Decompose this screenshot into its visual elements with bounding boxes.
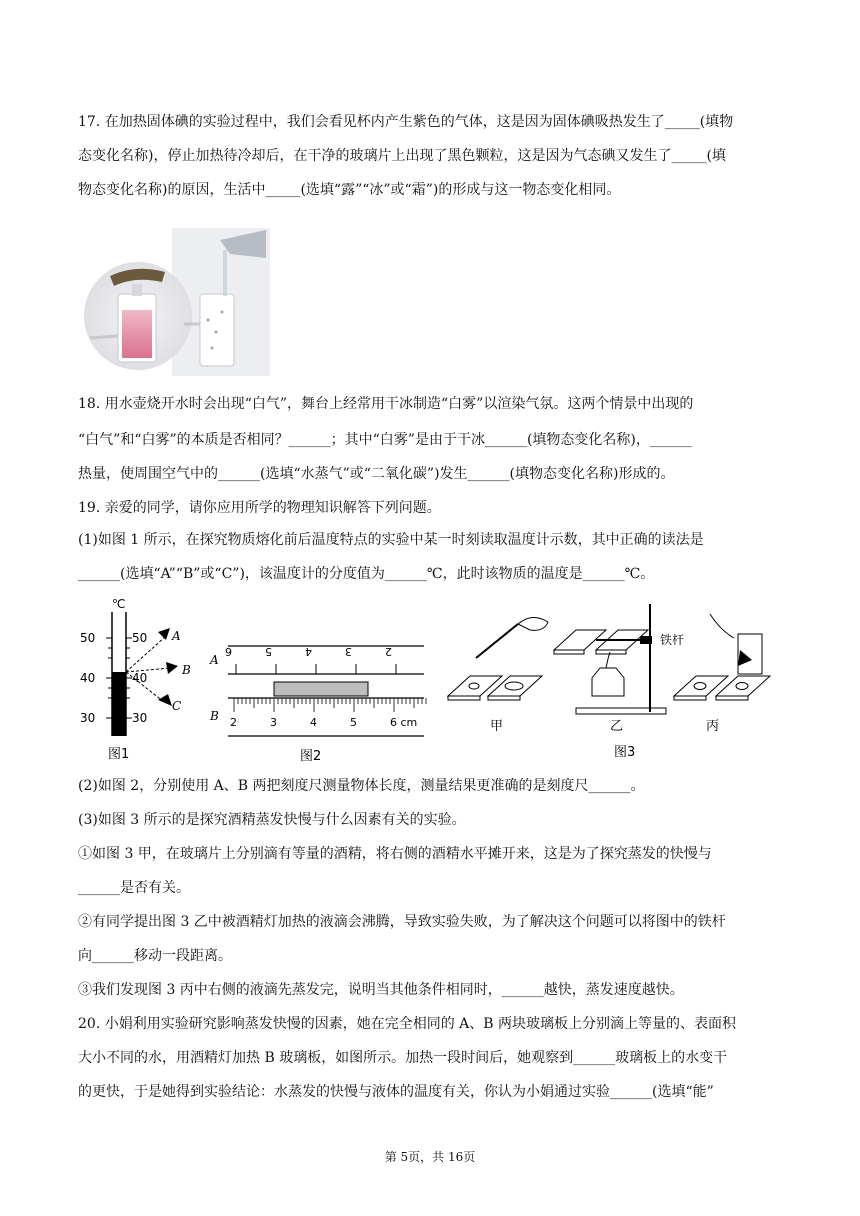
fig2-label-b: B bbox=[210, 709, 219, 723]
figure-3-evaporation bbox=[440, 600, 790, 766]
fig3-subcaption-bing: 丙 bbox=[706, 719, 720, 734]
fig2-top-number-3: 4 bbox=[305, 645, 312, 658]
fig1-label-c: C bbox=[172, 699, 182, 713]
fig2-bottom-number-5: 6 cm bbox=[390, 716, 418, 729]
q19-part1-line-2: ______(选填“A”“B”或“C”)，该温度计的分度值为______℃，此时该物质的温度是______℃。 bbox=[78, 566, 655, 582]
q20-line-1: 20. 小娟利用实验研究影响蒸发快慢的因素，她在完全相同的 A、B 两块玻璃板上分别滴上等量的、表面积 bbox=[78, 1016, 737, 1032]
q18-line-3: 热量，使周围空气中的______(选填“水蒸气”或“二氧化碳”)发生______(填物态变化名称)形成的。 bbox=[78, 466, 675, 482]
fig2-bottom-number-4: 5 bbox=[350, 716, 357, 729]
fig1-label-b: B bbox=[182, 663, 191, 677]
fig1-unit: ℃ bbox=[112, 597, 126, 611]
q20-line-3: 的更快，于是她得到实验结论：水蒸发的快慢与液体的温度有关，你认为小娟通过实验______(选填“能” bbox=[78, 1084, 714, 1100]
eye-icon-c bbox=[158, 694, 172, 706]
fig1-caption: 图1 bbox=[108, 747, 130, 762]
fig2-bottom-number-1: 2 bbox=[230, 716, 237, 729]
figure-2-rulers bbox=[206, 636, 432, 764]
q17-line-2: 态变化名称)，停止加热待冷却后，在干净的玻璃片上出现了黑色颗粒，这是因为气态碘又发生了_____(填 bbox=[78, 148, 726, 164]
alcohol-lamp-icon bbox=[592, 668, 624, 696]
q19-part3-3: ③我们发现图 3 丙中右侧的液滴先蒸发完，说明当其他条件相同时，______越快，蒸发速度越快。 bbox=[78, 982, 684, 998]
q20-line-2: 大小不同的水，用酒精灯加热 B 玻璃板，如图所示。加热一段时间后，她观察到______玻璃板上的水变干 bbox=[78, 1050, 728, 1066]
q19-part2: (2)如图 2，分别使用 A、B 两把刻度尺测量物体长度，测量结果更准确的是刻度尺______。 bbox=[78, 778, 645, 794]
q19-part3-2-line-1: ②有同学提出图 3 乙中被酒精灯加热的液滴会沸腾，导致实验失败，为了解决这个问题可以将图中的铁杆 bbox=[78, 914, 726, 930]
q18-line-2: “白气”和“白雾”的本质是否相同？______；其中“白雾”是由于干冰______(填物态变化名称)，______ bbox=[78, 432, 692, 448]
page-footer: 第 5页，共 16页 bbox=[384, 1150, 476, 1164]
fig2-top-number-1: 6 bbox=[225, 645, 232, 658]
iodine-experiment-photo bbox=[80, 228, 270, 376]
q19-part3: (3)如图 3 所示的是探究酒精蒸发快慢与什么因素有关的实验。 bbox=[78, 812, 466, 828]
fig2-top-number-5: 2 bbox=[385, 645, 392, 658]
fig1-left-tick-30: 30 bbox=[80, 711, 96, 725]
q19-part1-line-1: (1)如图 1 所示，在探究物质熔化前后温度特点的实验中某一时刻读取温度计示数，其中正确的读法是 bbox=[78, 532, 704, 548]
q17-line-3: 物态变化名称)的原因，生活中_____(选填“露”“冰”或“霜”)的形成与这一物态变化相同。 bbox=[78, 182, 621, 198]
fig2-bottom-number-2: 3 bbox=[270, 716, 277, 729]
figure-1-thermometer bbox=[74, 596, 204, 764]
eye-icon-b bbox=[166, 662, 178, 674]
fig2-bottom-number-3: 4 bbox=[310, 716, 317, 729]
fig2-top-number-4: 3 bbox=[345, 645, 352, 658]
fig1-right-tick-40: 40 bbox=[132, 671, 148, 685]
fig2-top-number-2: 5 bbox=[265, 645, 272, 658]
fig1-right-tick-30: 30 bbox=[132, 711, 148, 725]
fig3-subcaption-jia: 甲 bbox=[490, 719, 504, 734]
fig1-left-tick-40: 40 bbox=[80, 671, 96, 685]
q19-part3-2-line-2: 向______移动一段距离。 bbox=[78, 948, 232, 964]
fig2-caption: 图2 bbox=[300, 749, 322, 764]
q17-line-1: 17. 在加热固体碘的实验过程中，我们会看见杯内产生紫色的气体，这是因为固体碘吸热发生了_____(填物 bbox=[78, 114, 734, 130]
fig2-label-a: A bbox=[210, 653, 219, 667]
fig1-label-a: A bbox=[172, 629, 181, 643]
fig3-subcaption-yi: 乙 bbox=[610, 719, 624, 734]
fig3-caption: 图3 bbox=[614, 745, 636, 760]
q19-intro: 19. 亲爱的同学，请你应用所学的物理知识解答下列问题。 bbox=[78, 500, 441, 516]
fig1-left-tick-50: 50 bbox=[80, 631, 96, 645]
fig1-right-tick-50: 50 bbox=[132, 631, 148, 645]
q18-line-1: 18. 用水壶烧开水时会出现“白气”，舞台上经常用干冰制造“白雾”以渲染气氛。这两个情景中出现的 bbox=[78, 396, 694, 412]
fig3-rod-label: 铁杆 bbox=[660, 633, 685, 647]
q19-part3-1-line-1: ①如图 3 甲，在玻璃片上分别滴有等量的酒精，将右侧的酒精水平摊开来，这是为了探究蒸发的快慢与 bbox=[78, 846, 712, 862]
dropper-icon bbox=[476, 624, 518, 658]
q19-part3-1-line-2: ______是否有关。 bbox=[78, 880, 190, 896]
